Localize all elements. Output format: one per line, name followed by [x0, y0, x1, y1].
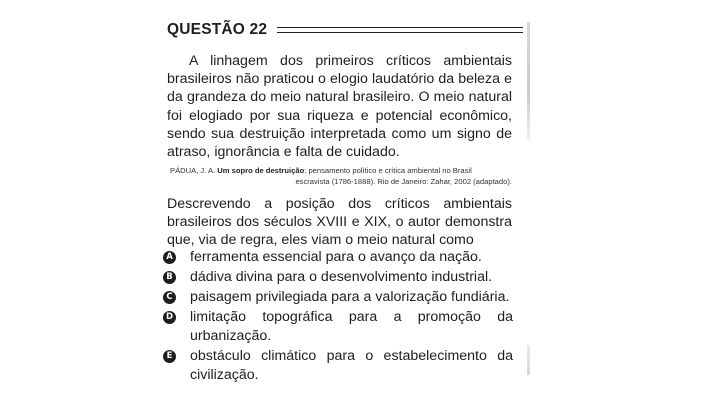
scan-edge-mark-lower [527, 345, 530, 375]
option-b-text: dádiva divina para o desenvolvimento industrial. [190, 269, 493, 286]
option-b[interactable] [163, 268, 513, 287]
passage-text: A linhagem dos primeiros críticos ambientais brasileiros não praticou o elogio laudatório da beleza e da grandeza do meio natural brasileiro. O meio natural foi elogiado por sua riqueza e potencial econômico, sendo sua destruição interpretada como um signo de atraso, ignorância e falta de cuidado. [167, 53, 512, 161]
option-e-letter-badge: E [163, 350, 176, 363]
option-c-text: paisagem privilegiada para a valorização fundiária. [190, 289, 510, 306]
question-stem: Descrevendo a posição dos críticos ambientais brasileiros dos séculos XVIII e XIX, o autor demonstra que, via de regra, eles viam o meio natural como [167, 196, 512, 249]
option-d[interactable] [163, 308, 513, 346]
citation-line2: escravista (1786-1888). Rio de Janeiro: Zahar, 2002 (adaptado). [295, 176, 512, 186]
citation-title: Um sopro de destruição [217, 166, 305, 175]
option-e-text: obstáculo climático para o estabelecimento da civilização. [190, 348, 513, 383]
citation [170, 166, 512, 187]
option-c[interactable] [163, 288, 513, 307]
option-d-letter-badge: D [163, 311, 176, 324]
answer-options [163, 248, 513, 386]
header-rule-bottom [277, 32, 523, 33]
option-d-text: limitação topográfica para a promoção da urbanização. [190, 309, 513, 345]
option-a-letter-badge: A [163, 251, 176, 264]
passage [167, 52, 512, 161]
citation-author: PÁDUA, J. A. [170, 166, 216, 175]
option-e[interactable] [163, 347, 513, 385]
header-rule-top [277, 27, 523, 28]
question-header [167, 21, 523, 43]
option-c-letter-badge: C [163, 291, 176, 304]
option-a[interactable] [163, 248, 513, 267]
citation-rest: : pensamento político e crítica ambiental no Brasil [304, 166, 472, 175]
scan-edge-mark [527, 22, 530, 140]
option-b-letter-badge: B [163, 271, 176, 284]
option-a-text: ferramenta essencial para o avanço da nação. [190, 249, 482, 265]
question-title: QUESTÃO 22 [167, 21, 268, 38]
